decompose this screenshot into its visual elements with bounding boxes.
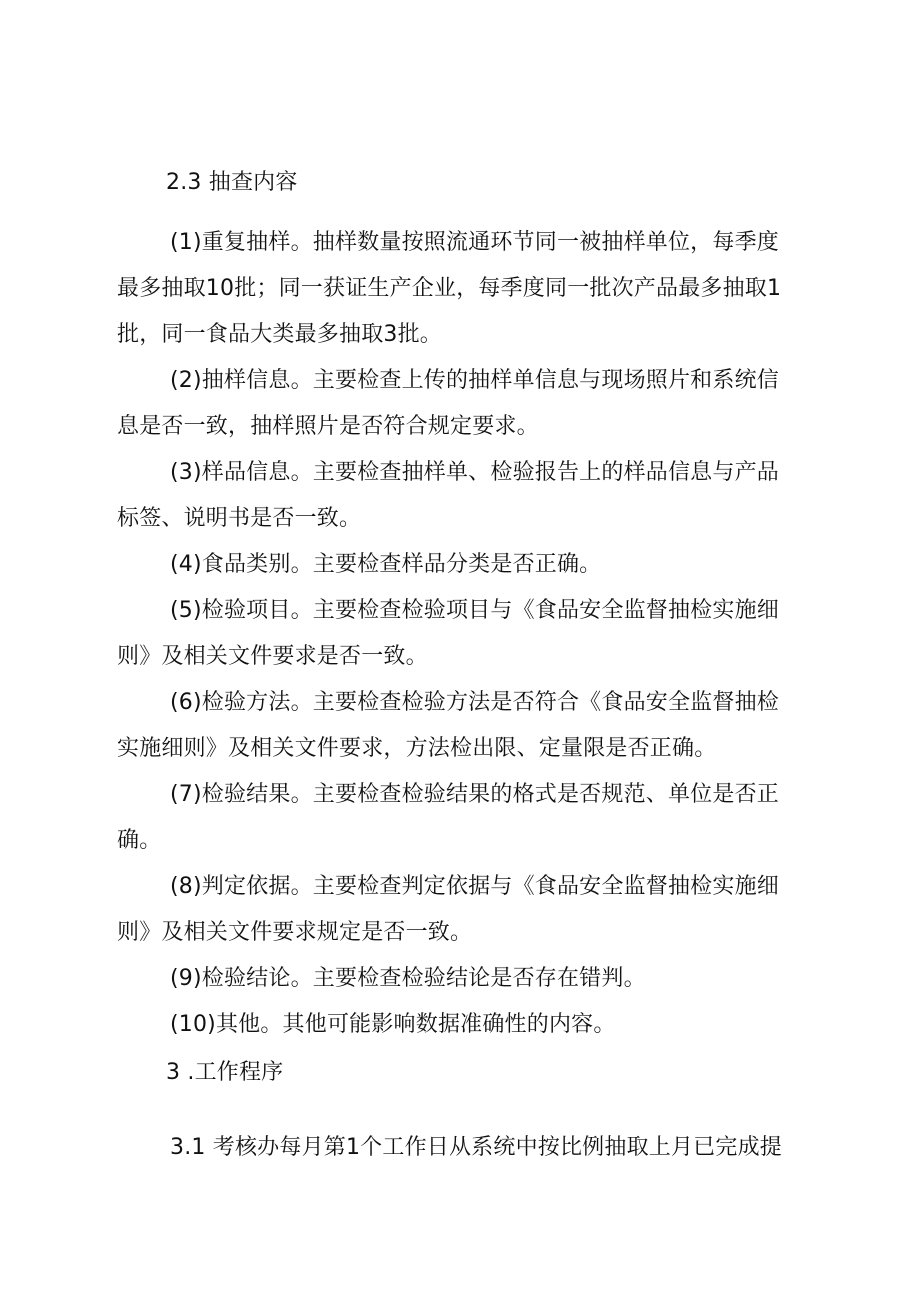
section-heading-3: 3 .工作程序 — [166, 1060, 284, 1085]
paragraph-line: (6)检验方法。主要检查检验方法是否符合《食品安全监督抽检 — [170, 690, 779, 715]
paragraph-line: 实施细则》及相关文件要求，方法检出限、定量限是否正确。 — [117, 736, 717, 761]
paragraph-line: (1)重复抽样。抽样数量按照流通环节同一被抽样单位，每季度 — [170, 230, 779, 255]
paragraph-line: (7)检验结果。主要检查检验结果的格式是否规范、单位是否正 — [170, 782, 779, 807]
paragraph-line: (4)食品类别。主要检查样品分类是否正确。 — [170, 552, 602, 577]
paragraph-line: 批，同一食品大类最多抽取3批。 — [117, 322, 442, 347]
paragraph-line: 则》及相关文件要求规定是否一致。 — [117, 920, 473, 945]
paragraph-line: 3.1 考核办每月第1个工作日从系统中按比例抽取上月已完成提 — [170, 1135, 782, 1160]
paragraph-line: (3)样品信息。主要检查抽样单、检验报告上的样品信息与产品 — [170, 460, 779, 485]
paragraph-line: (9)检验结论。主要检查检验结论是否存在错判。 — [170, 966, 646, 991]
paragraph-line: (5)检验项目。主要检查检验项目与《食品安全监督抽检实施细 — [170, 598, 779, 623]
paragraph-line: 则》及相关文件要求是否一致。 — [117, 644, 428, 669]
paragraph-line: 标签、说明书是否一致。 — [117, 506, 362, 531]
paragraph-line: 最多抽取10批；同一获证生产企业，每季度同一批次产品最多抽取1 — [117, 276, 782, 301]
paragraph-line: (8)判定依据。主要检查判定依据与《食品安全监督抽检实施细 — [170, 874, 779, 899]
paragraph-line: (10)其他。其他可能影响数据准确性的内容。 — [170, 1012, 616, 1037]
paragraph-line: 息是否一致，抽样照片是否符合规定要求。 — [117, 414, 539, 439]
section-heading-2-3: 2.3 抽查内容 — [166, 170, 298, 195]
paragraph-line: (2)抽样信息。主要检查上传的抽样单信息与现场照片和系统信 — [170, 368, 779, 393]
paragraph-line: 确。 — [117, 828, 162, 853]
